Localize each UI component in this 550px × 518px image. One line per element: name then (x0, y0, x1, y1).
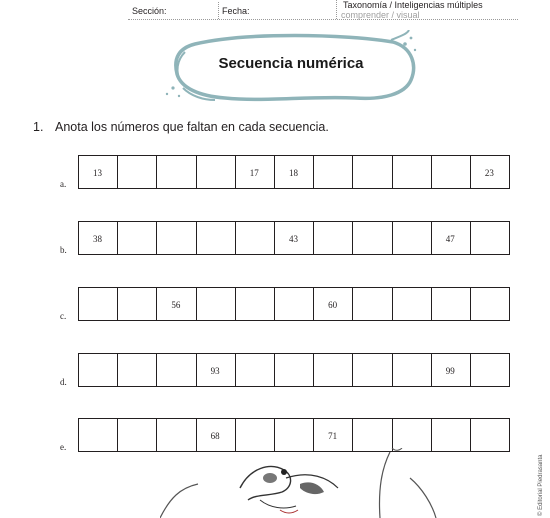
sequence-cell-blank[interactable] (471, 288, 509, 320)
sequence-number: 68 (210, 431, 220, 441)
header-divider (128, 19, 518, 20)
sequence-cell-blank[interactable] (314, 354, 353, 386)
page-title: Secuencia numérica (218, 55, 364, 72)
sequence-cell-blank[interactable] (79, 288, 118, 320)
sequence-cell-filled (432, 222, 471, 254)
sequence-cell-blank[interactable] (118, 222, 157, 254)
sequence-number: 71 (328, 431, 338, 441)
sequence-label: e. (60, 442, 67, 452)
sequence-cell-blank[interactable] (79, 419, 118, 451)
sequence-cell-filled (236, 156, 275, 188)
sequence-cell-blank[interactable] (118, 156, 157, 188)
sequence-row (78, 418, 510, 452)
sequence-cell-blank[interactable] (314, 222, 353, 254)
sequence-row (78, 353, 510, 387)
sequence-cell-blank[interactable] (314, 156, 353, 188)
sequence-cell-blank[interactable] (157, 156, 196, 188)
sequence-number: 56 (171, 300, 181, 310)
sequence-cell-blank[interactable] (236, 419, 275, 451)
sequence-number: 17 (249, 168, 259, 178)
sequence-cell-blank[interactable] (393, 354, 432, 386)
sequence-cell-blank[interactable] (432, 156, 471, 188)
sequence-cell-filled (79, 156, 118, 188)
sequence-cell-blank[interactable] (432, 419, 471, 451)
sequence-cell-filled (197, 419, 236, 451)
sequence-row (78, 221, 510, 255)
sequence-number: 60 (328, 300, 338, 310)
sequence-label: d. (60, 377, 67, 387)
header-separator-2 (336, 0, 337, 19)
sequence-cell-blank[interactable] (197, 156, 236, 188)
sequence-cell-blank[interactable] (118, 354, 157, 386)
sequence-cell-blank[interactable] (353, 156, 392, 188)
sequence-cell-blank[interactable] (157, 354, 196, 386)
sequence-cell-blank[interactable] (79, 354, 118, 386)
sequence-cell-blank[interactable] (393, 419, 432, 451)
sequence-cell-blank[interactable] (471, 222, 509, 254)
sequence-cell-blank[interactable] (393, 222, 432, 254)
sequence-cell-blank[interactable] (353, 419, 392, 451)
sequence-cell-filled (314, 419, 353, 451)
exercise-number: 1. (33, 120, 44, 134)
sequence-cell-filled (314, 288, 353, 320)
sequence-cell-blank[interactable] (275, 354, 314, 386)
sequence-row (78, 287, 510, 321)
sequence-cell-filled (79, 222, 118, 254)
sequence-cell-filled (432, 354, 471, 386)
sequence-label: a. (60, 179, 67, 189)
date-label: Fecha: (222, 6, 250, 16)
sequence-label: c. (60, 311, 67, 321)
sequence-cell-blank[interactable] (353, 288, 392, 320)
sequence-cell-blank[interactable] (157, 222, 196, 254)
sequence-label: b. (60, 245, 67, 255)
sequence-number: 47 (445, 234, 455, 244)
sequence-cell-blank[interactable] (353, 354, 392, 386)
sequence-cell-filled (471, 156, 509, 188)
sequence-number: 43 (288, 234, 298, 244)
sequence-cell-blank[interactable] (157, 419, 196, 451)
sequence-number: 99 (445, 366, 455, 376)
sequence-cell-blank[interactable] (236, 354, 275, 386)
sequence-cell-blank[interactable] (197, 288, 236, 320)
publisher-credit: © Editorial Piedrasanta (538, 454, 544, 516)
sequence-cell-blank[interactable] (118, 288, 157, 320)
sequence-number: 23 (484, 168, 494, 178)
sequence-cell-blank[interactable] (275, 419, 314, 451)
section-label: Sección: (132, 6, 167, 16)
sequence-cell-filled (275, 156, 314, 188)
sequence-number: 93 (210, 366, 220, 376)
sequence-number: 18 (288, 168, 298, 178)
instruction-text: Anota los números que faltan en cada secuencia. (55, 120, 329, 134)
dog-illustration (160, 448, 460, 518)
sequence-cell-blank[interactable] (236, 288, 275, 320)
sequence-cell-blank[interactable] (197, 222, 236, 254)
sequence-cell-blank[interactable] (353, 222, 392, 254)
sequence-cell-filled (157, 288, 196, 320)
exercise-instruction (33, 120, 329, 134)
sequence-cell-blank[interactable] (432, 288, 471, 320)
sequence-row (78, 155, 510, 189)
header-separator-1 (218, 2, 219, 19)
sequence-cell-blank[interactable] (118, 419, 157, 451)
sequence-number: 38 (93, 234, 102, 244)
sequence-cell-blank[interactable] (471, 354, 509, 386)
sequence-cell-filled (275, 222, 314, 254)
sequence-cell-blank[interactable] (275, 288, 314, 320)
sequence-cell-blank[interactable] (471, 419, 509, 451)
sequence-cell-blank[interactable] (393, 288, 432, 320)
taxonomy-value: comprender / visual (341, 10, 420, 20)
sequence-cell-blank[interactable] (393, 156, 432, 188)
sequence-number: 13 (93, 168, 102, 178)
sequence-cell-filled (197, 354, 236, 386)
sequence-cell-blank[interactable] (236, 222, 275, 254)
taxonomy-label: Taxonomía / Inteligencias múltiples (343, 0, 483, 10)
